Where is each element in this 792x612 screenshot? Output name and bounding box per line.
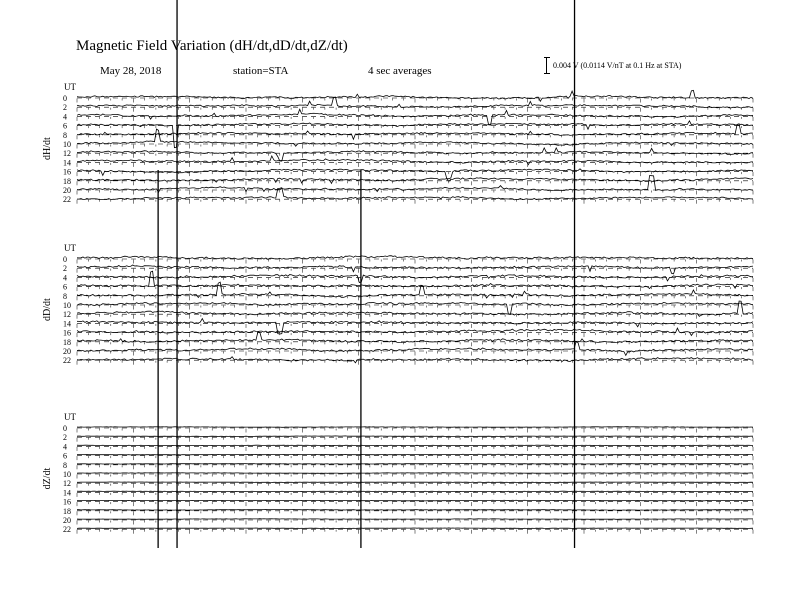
- hour-tick-label: 4: [63, 273, 67, 283]
- time-ticks: [77, 287, 753, 291]
- trace-line: [77, 528, 753, 529]
- time-ticks: [77, 502, 753, 506]
- trace-line: [77, 473, 753, 474]
- ut-label: UT: [64, 412, 76, 422]
- trace-line: [77, 500, 753, 501]
- hour-tick-label: 10: [63, 470, 71, 479]
- time-ticks: [77, 530, 753, 534]
- hour-tick-label: 12: [63, 310, 71, 320]
- time-ticks: [77, 315, 753, 319]
- time-ticks: [77, 260, 753, 264]
- panel-ylabel: dZ/dt: [42, 467, 53, 490]
- time-ticks: [77, 191, 753, 195]
- station-label: station=STA: [233, 65, 289, 77]
- panel-ylabel: dD/dt: [42, 298, 53, 321]
- hour-tick-label: 4: [63, 442, 67, 452]
- time-ticks: [77, 333, 753, 337]
- time-ticks: [77, 438, 753, 442]
- hour-tick-label: 18: [63, 176, 71, 186]
- time-ticks: [77, 99, 753, 103]
- hour-tick-label: 0: [63, 255, 67, 264]
- hour-tick-label: 18: [63, 506, 71, 516]
- hour-tick-label: 16: [63, 497, 71, 507]
- hour-tick-label: 16: [63, 328, 71, 338]
- hour-tick-label: 2: [63, 433, 67, 443]
- hour-tick-label: 22: [63, 356, 71, 366]
- hour-tick-label: 8: [63, 291, 67, 301]
- hour-tick-label: 12: [63, 479, 71, 489]
- trace-line: [77, 491, 753, 492]
- hour-tick-label: 10: [63, 301, 71, 310]
- hour-tick-label: 16: [63, 167, 71, 177]
- time-ticks: [77, 181, 753, 185]
- time-ticks: [77, 429, 753, 433]
- hour-tick-label: 20: [63, 347, 71, 356]
- trace-line: [77, 519, 753, 520]
- hour-tick-label: 20: [63, 516, 71, 525]
- hour-tick-label: 20: [63, 186, 71, 195]
- ut-label: UT: [64, 82, 76, 92]
- hour-tick-label: 14: [63, 319, 71, 329]
- time-ticks: [77, 200, 753, 204]
- panel-ylabel: dH/dt: [42, 137, 53, 160]
- time-ticks: [77, 342, 753, 346]
- time-ticks: [77, 117, 753, 121]
- trace-line: [77, 436, 753, 437]
- time-ticks: [77, 475, 753, 479]
- chart-title: Magnetic Field Variation (dH/dt,dD/dt,dZ/dt): [76, 38, 348, 54]
- date-label: May 28, 2018: [100, 65, 162, 77]
- time-ticks: [77, 521, 753, 525]
- hour-tick-label: 2: [63, 103, 67, 113]
- time-ticks: [77, 352, 753, 356]
- hour-tick-label: 0: [63, 94, 67, 103]
- scale-note: 0.004 V (0.0114 V/nT at 0.1 Hz at STA): [553, 61, 682, 70]
- hour-tick-label: 14: [63, 158, 71, 168]
- averaging-label: 4 sec averages: [368, 65, 432, 77]
- hour-tick-label: 8: [63, 130, 67, 140]
- time-ticks: [77, 306, 753, 310]
- trace-line: [77, 427, 753, 428]
- hour-tick-label: 6: [63, 121, 67, 131]
- hour-tick-label: 6: [63, 451, 67, 461]
- trace-line: [77, 454, 753, 455]
- hour-tick-label: 22: [63, 195, 71, 205]
- time-ticks: [77, 511, 753, 515]
- hour-tick-label: 14: [63, 488, 71, 498]
- time-ticks: [77, 135, 753, 139]
- trace-line: [77, 464, 753, 465]
- hour-tick-label: 0: [63, 424, 67, 433]
- hour-tick-label: 22: [63, 525, 71, 535]
- trace-line: [77, 445, 753, 446]
- time-ticks: [77, 324, 753, 328]
- trace-line: [77, 510, 753, 511]
- time-ticks: [77, 154, 753, 158]
- hour-tick-label: 8: [63, 460, 67, 470]
- trace-line: [77, 482, 753, 483]
- hour-tick-label: 4: [63, 112, 67, 122]
- hour-tick-label: 12: [63, 149, 71, 159]
- time-ticks: [77, 269, 753, 273]
- time-ticks: [77, 484, 753, 488]
- hour-tick-label: 2: [63, 264, 67, 274]
- time-ticks: [77, 296, 753, 300]
- ut-label: UT: [64, 243, 76, 253]
- hour-tick-label: 10: [63, 140, 71, 149]
- time-ticks: [77, 361, 753, 365]
- time-ticks: [77, 456, 753, 460]
- time-ticks: [77, 447, 753, 451]
- time-ticks: [77, 465, 753, 469]
- hour-tick-label: 6: [63, 282, 67, 292]
- time-ticks: [77, 108, 753, 112]
- hour-tick-label: 18: [63, 337, 71, 347]
- time-ticks: [77, 493, 753, 497]
